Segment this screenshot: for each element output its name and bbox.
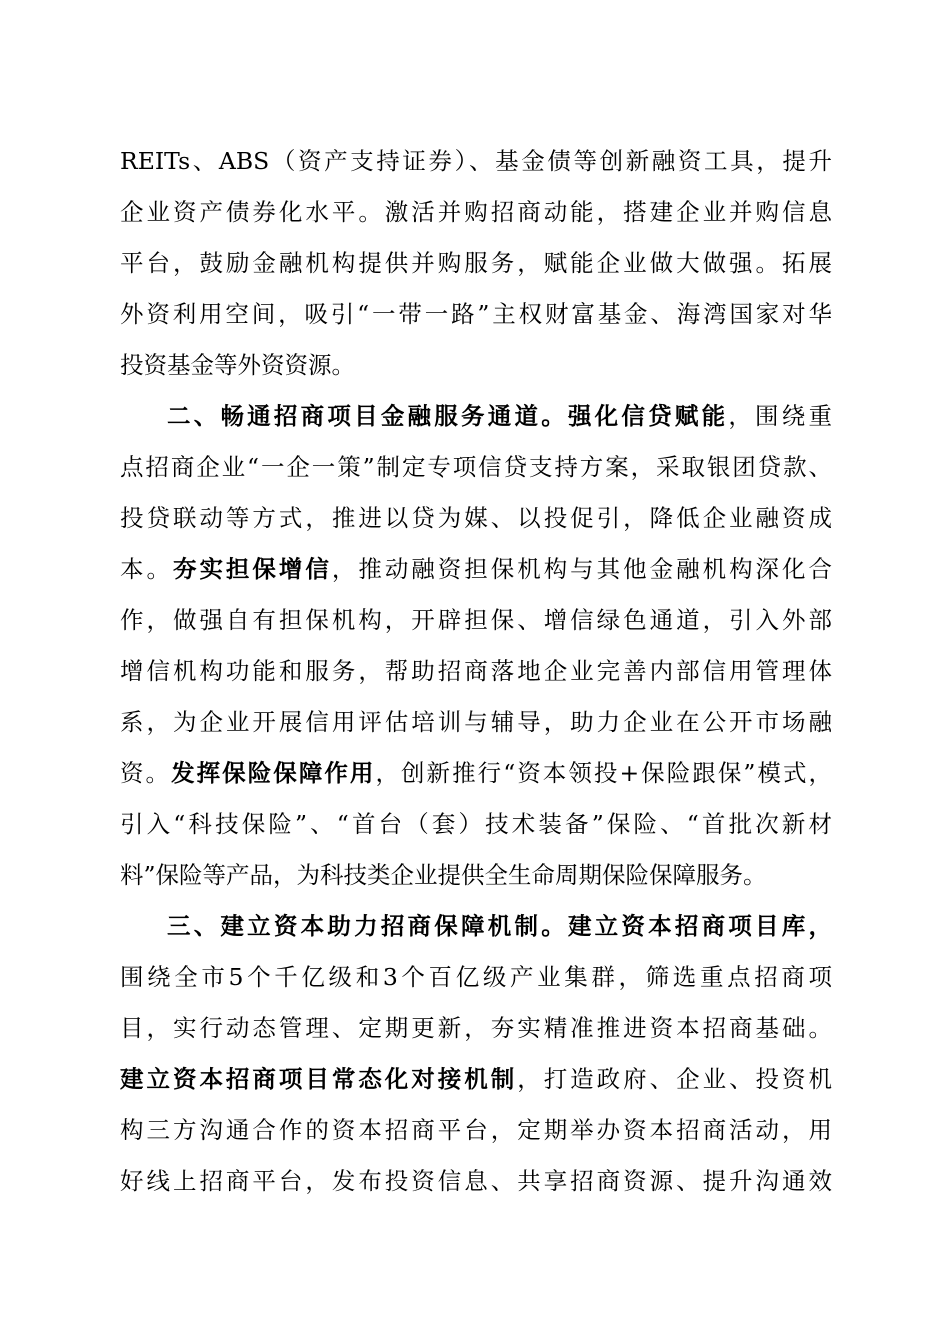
text-line: 系，为企业开展信用评估培训与辅导，助力企业在公开市场融	[120, 708, 832, 736]
text-span: ，围绕重	[728, 402, 833, 430]
text-line: 点招商企业“一企一策”制定专项信贷支持方案，采取银团贷款、	[120, 453, 832, 481]
text-line: 好线上招商平台，发布投资信息、共享招商资源、提升沟通效	[120, 1167, 832, 1195]
bold-phrase: 建立资本招商项目常态化对接机制	[120, 1065, 518, 1093]
bold-phrase: 夯实担保增信	[172, 555, 332, 583]
paragraph-section-2	[120, 391, 832, 901]
paragraph-section-3	[120, 901, 832, 1207]
text-line: 外资利用空间，吸引“一带一路”主权财富基金、海湾国家对华	[120, 300, 832, 328]
text-line: 作，做强自有担保机构，开辟担保、增信绿色通道，引入外部	[120, 606, 832, 634]
bold-phrase: 强化信贷赋能	[567, 402, 729, 430]
text-line: 目，实行动态管理、定期更新，夯实精准推进资本招商基础。	[120, 1014, 832, 1042]
text-line: 投资基金等外资资源。	[120, 351, 355, 379]
text-line: 投贷联动等方式，推进以贷为媒、以投促引，降低企业融资成	[120, 504, 832, 532]
text-span: ，创新推行“资本领投+保险跟保”模式，	[375, 759, 833, 787]
text-line	[120, 1054, 832, 1105]
paragraph-financing-tools	[120, 136, 832, 391]
text-line: REITs、ABS（资产支持证券）、基金债等创新融资工具，提升	[120, 147, 832, 175]
text-span: 资。	[120, 759, 172, 787]
text-span: 本。	[120, 555, 173, 583]
section-heading: 三、建立资本助力招商保障机制。	[167, 912, 568, 940]
bold-phrase: 发挥保险保障作用	[171, 759, 376, 787]
bold-phrase: 建立资本招商项目库，	[567, 912, 832, 940]
text-span: ，推动融资担保机构与其他金融机构深化合	[331, 555, 833, 583]
text-line: 构三方沟通合作的资本招商平台，定期举办资本招商活动，用	[120, 1116, 832, 1144]
text-span: ，打造政府、企业、投资机	[517, 1065, 833, 1093]
text-line: 平台，鼓励金融机构提供并购服务，赋能企业做大做强。拓展	[120, 249, 832, 277]
document-page	[120, 136, 832, 1207]
text-line: 企业资产债券化水平。激活并购招商动能，搭建企业并购信息	[120, 198, 832, 226]
text-line: 料”保险等产品，为科技类企业提供全生命周期保险保障服务。	[120, 861, 767, 889]
text-line	[120, 391, 832, 442]
text-line: 增信机构功能和服务，帮助招商落地企业完善内部信用管理体	[120, 657, 832, 685]
text-line: 引入“科技保险”、“首台（套）技术装备”保险、“首批次新材	[120, 810, 832, 838]
text-line	[120, 544, 832, 595]
text-line	[120, 901, 832, 952]
text-line: 围绕全市5个千亿级和3个百亿级产业集群，筛选重点招商项	[120, 963, 832, 991]
section-heading: 二、畅通招商项目金融服务通道。	[167, 402, 568, 430]
text-line	[120, 748, 832, 799]
